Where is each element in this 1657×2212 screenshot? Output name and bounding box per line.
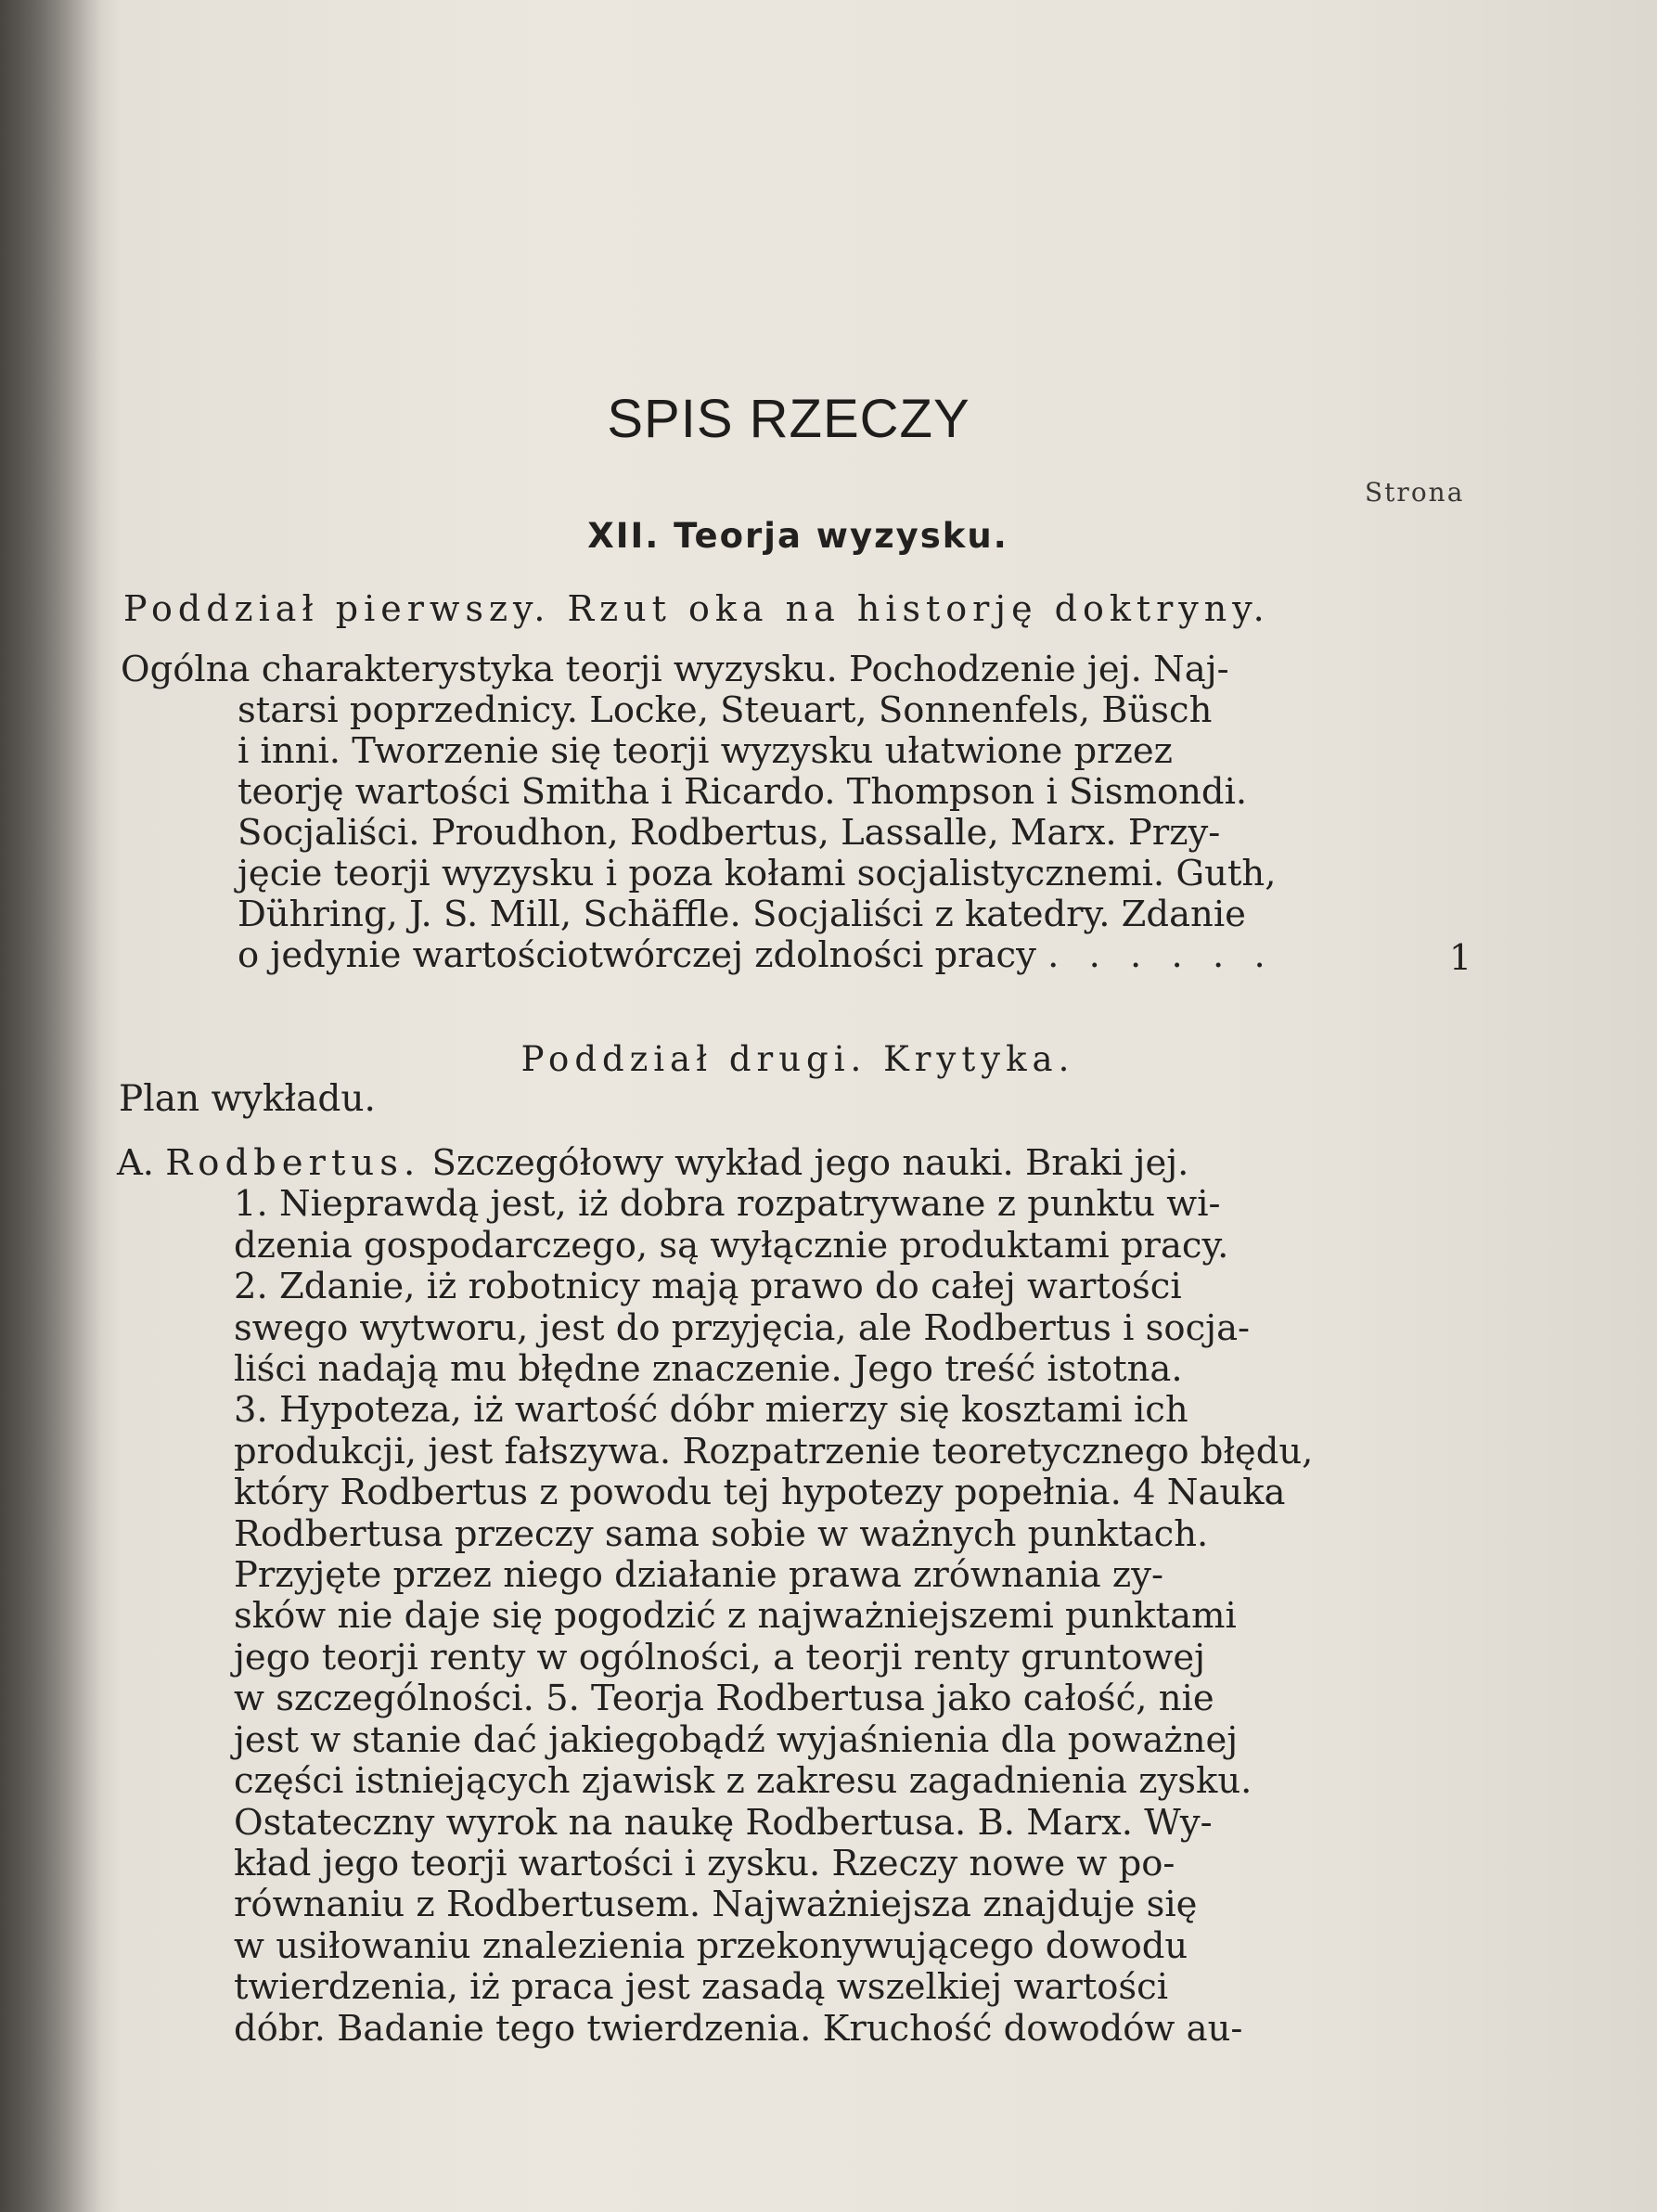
plan-line: Plan wykładu.	[119, 1078, 376, 1120]
text-line: i inni. Tworzenie się teorji wyzysku ułatwione przez	[238, 730, 1173, 772]
text-line: jęcie teorji wyzysku i poza kołami socjalistycznemi. Guth,	[238, 853, 1277, 894]
text-line: który Rodbertus z powodu tej hypotezy popełnia. 4 Nauka	[234, 1472, 1286, 1514]
text-line: jego teorji renty w ogólności, a teorji renty gruntowej	[234, 1636, 1206, 1678]
page-title: SPIS RZECZY	[607, 389, 970, 449]
text-line: sków nie daje się pogodzić z najważniejszemi punktami	[234, 1595, 1237, 1638]
text-line: dzenia gospodarczego, są wyłącznie produktami pracy.	[234, 1224, 1229, 1267]
text-line: Ogólna charakterystyka teorji wyzysku. Pochodzenie jej. Naj-	[121, 649, 1229, 690]
text-line: jest w stanie dać jakiegobądź wyjaśnienia dla poważnej	[234, 1718, 1239, 1761]
subdivision-2-heading: Poddział drugi. Krytyka.	[520, 1039, 1075, 1079]
text-line: Przyjęte przez niego działanie prawa zrównania zy-	[234, 1554, 1163, 1597]
dot-leader: . . . . . .	[1047, 934, 1275, 976]
text-line: starsi poprzednicy. Locke, Steuart, Sonnenfels, Büsch	[238, 689, 1213, 731]
section-a-prefix: A.	[117, 1142, 155, 1184]
text-line-last	[121, 935, 1276, 976]
text-line: w usiłowaniu znalezienia przekonywującego dowodu	[234, 1924, 1188, 1967]
text-line: 3. Hypoteza, iż wartość dóbr mierzy się kosztami ich	[234, 1389, 1188, 1432]
text-line: teorję wartości Smitha i Ricardo. Thompson i Sismondi.	[238, 771, 1248, 813]
section-a-line	[117, 1143, 1313, 1184]
text-line: dóbr. Badanie tego twierdzenia. Kruchość dowodów au-	[234, 2007, 1243, 2050]
subdivision-1-text	[121, 649, 1276, 976]
text-line: swego wytworu, jest do przyjęcia, ale Rodbertus i socja-	[234, 1306, 1251, 1349]
page-column-label: Strona	[1365, 477, 1465, 508]
subdivision-1-heading: Poddział pierwszy. Rzut oka na historję doktryny.	[123, 588, 1270, 629]
page-gutter-shadow	[0, 0, 102, 2212]
text-line: kład jego teorji wartości i zysku. Rzeczy nowe w po-	[234, 1842, 1175, 1884]
section-a-rest: Szczegółowy wykład jego nauki. Braki jej.	[431, 1142, 1189, 1184]
page-number: 1	[1449, 937, 1472, 978]
text-line: Ostateczny wyrok na naukę Rodbertusa. B. Marx. Wy-	[234, 1801, 1213, 1844]
text-line: Socjaliści. Proudhon, Rodbertus, Lassalle, Marx. Przy-	[238, 812, 1221, 854]
text-line: Dühring, J. S. Mill, Schäffle. Socjaliści z katedry. Zdanie	[238, 894, 1246, 935]
subdivision-2-text	[117, 1143, 1313, 2050]
text-line: 2. Zdanie, iż robotnicy mają prawo do całej wartości	[234, 1266, 1182, 1308]
text-line: produkcji, jest fałszywa. Rozpatrzenie teoretycznego błędu,	[234, 1430, 1314, 1473]
text-line: 1. Nieprawdą jest, iż dobra rozpatrywane z punktu wi-	[234, 1183, 1221, 1226]
text-line: Rodbertusa przeczy sama sobie w ważnych punktach.	[234, 1512, 1209, 1555]
last-entry-text: o jedynie wartościotwórczej zdolności pracy	[238, 934, 1036, 976]
text-line: liści nadają mu błędne znaczenie. Jego treść istotna.	[234, 1348, 1183, 1391]
section-a-name: Rodbertus.	[165, 1142, 421, 1184]
text-line: twierdzenia, iż praca jest zasadą wszelkiej wartości	[234, 1966, 1169, 2009]
chapter-heading: XII. Teorja wyzysku.	[587, 516, 1008, 556]
text-line: równaniu z Rodbertusem. Najważniejsza znajduje się	[234, 1884, 1198, 1926]
text-line: w szczególności. 5. Teorja Rodbertusa jako całość, nie	[234, 1678, 1214, 1720]
text-line: części istniejących zjawisk z zakresu zagadnienia zysku.	[234, 1760, 1252, 1803]
